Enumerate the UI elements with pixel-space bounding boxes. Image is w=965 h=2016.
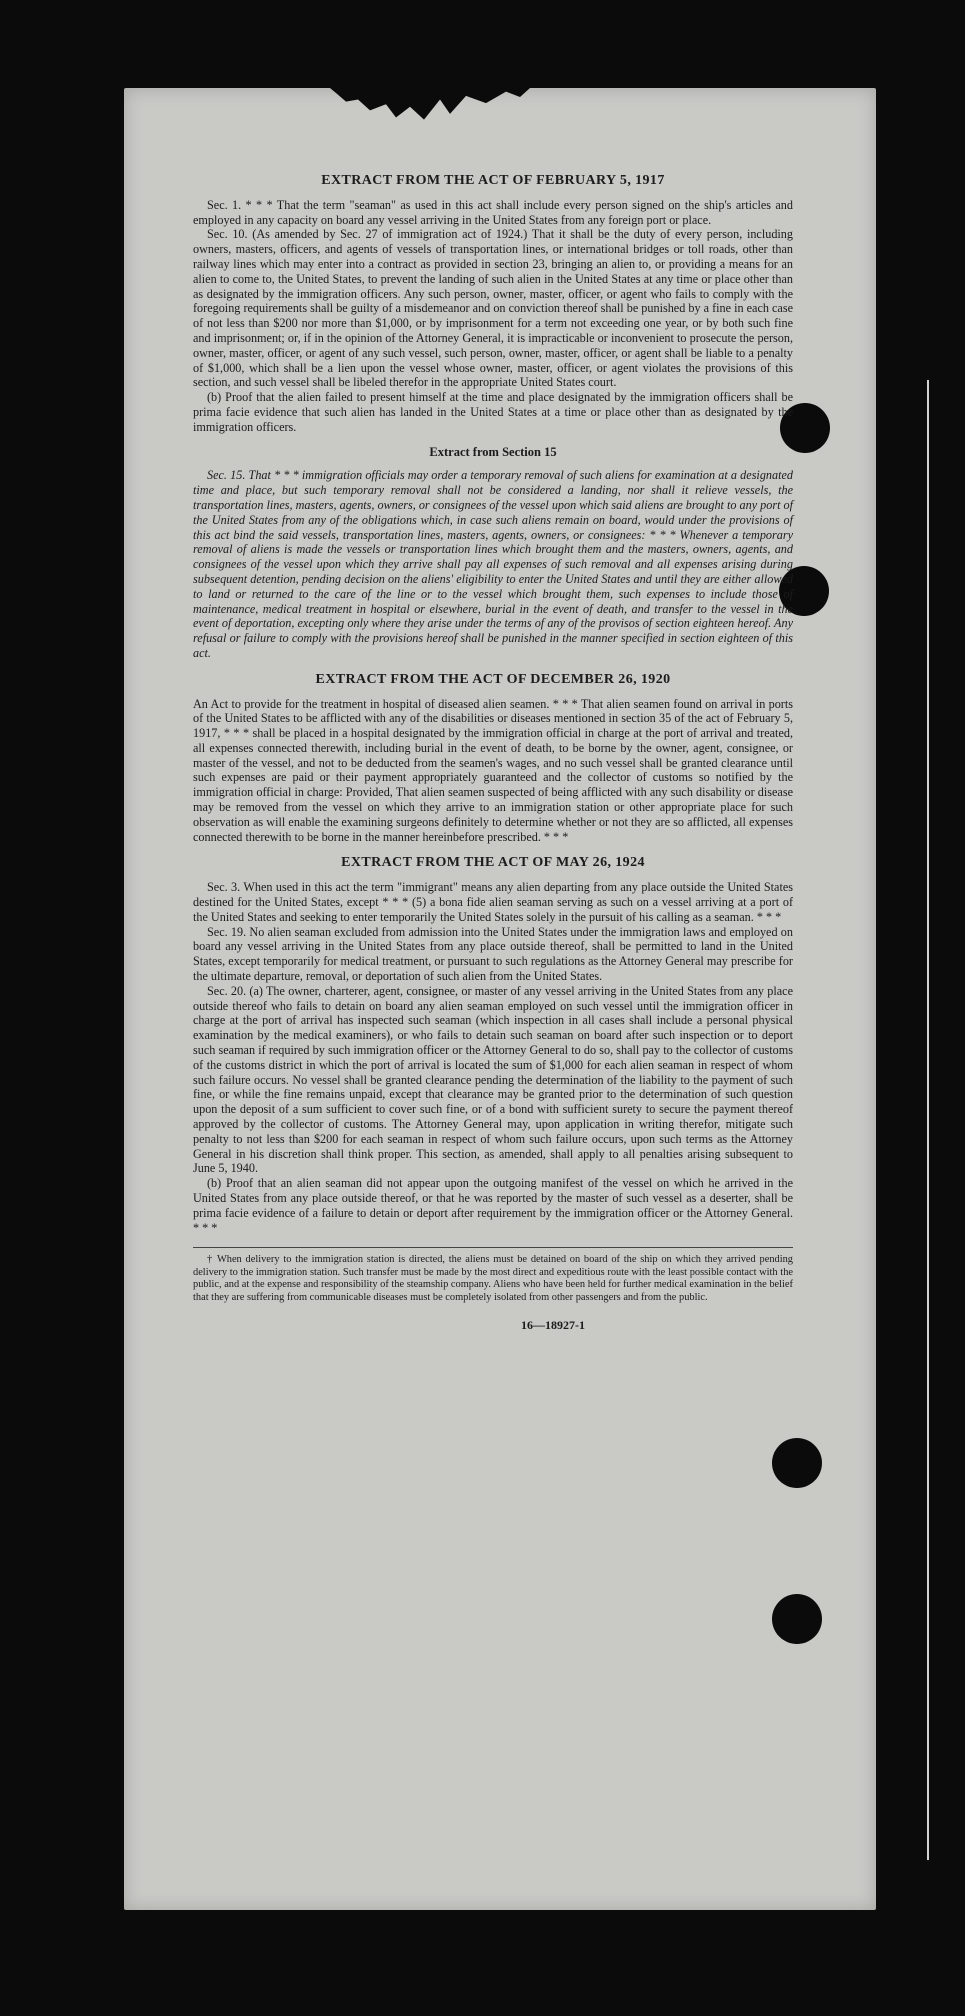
punch-hole [772, 1594, 822, 1644]
heading-act-1917: EXTRACT FROM THE ACT OF FEBRUARY 5, 1917 [321, 173, 665, 188]
paragraph-act-1920: An Act to provide for the treatment in hospital of diseased alien seamen. * * * That alien seamen found on arrival in ports of the United States to be afflicted with any of the disabilities or diseases mentioned in section 35 of the act of February 5, 1917, * * * shall be placed in a hospital designated by the immigration official in charge at the port of arrival and treated, all expenses connected therewith, including burial in the event of death, to be borne by the owner, agent, consignee, or master of the vessel, and not to be deducted from the seamen's wages, and no such vessel shall be granted clearance until such expenses are paid or their payment appropriately guaranteed and the collector of customs so notified by the immigration official in charge: Provided, That alien seamen suspected of being afflicted with any such disability or disease may be removed from the vessel on which they arrive to an immigration station or other appropriate place for such observation as will enable the examining surgeons definitely to determine whether or not they are so afflicted, all expenses connected therewith to be borne in the manner hereinbefore prescribed. * * * [193, 696, 793, 844]
paragraph-sec-19: Sec. 19. No alien seaman excluded from admission into the United States under the immigration laws and employed on board any vessel arriving in the United States from any place outside thereof, shall be permitted to land in the United States, except temporarily for medical treatment, or pursuant to such regulations as the Attorney General may prescribe for the ultimate departure, removal, or deportation of such alien from the United States. [193, 924, 793, 984]
heading-section-15: Extract from Section 15 [429, 444, 557, 459]
punch-hole [772, 1438, 822, 1488]
paragraph-sec-3: Sec. 3. When used in this act the term "immigrant" means any alien departing from any place outside the United States destined for the United States, except * * * (5) a bona fide alien seaman serving as such on a vessel arriving at a port of the United States and seeking to enter temporarily the United States solely in the pursuit of his calling as a seaman. * * * [193, 880, 793, 924]
form-code: 16—18927-1 [521, 1318, 585, 1333]
paragraph-sec-10b: (b) Proof that the alien failed to present himself at the time and place designated by the immigration officers shall be prima facie evidence that such alien has landed in the United States at a time or place other than as designated by the immigration officers. [193, 390, 793, 434]
heading-act-1920: EXTRACT FROM THE ACT OF DECEMBER 26, 1920 [315, 671, 671, 687]
heading-act-1924: EXTRACT FROM THE ACT OF MAY 26, 1924 [341, 855, 645, 871]
footnote-divider [193, 1247, 793, 1248]
paragraph-sec-1: Sec. 1. * * * That the term "seaman" as used in this act shall include every person signed on the ship's articles and employed in any capacity on board any vessel arriving in the United States from any foreign port or place. [193, 197, 793, 227]
paragraph-sec-15: Sec. 15. That * * * immigration officials may order a temporary removal of such aliens for examination at a designated time and place, but such temporary removal shall not be considered a landing, nor shall it relieve vessels, the transportation lines, masters, agents, owners, or consignees of the vessel upon which said aliens are brought to any port of the United States from any of the obligations which, in case such aliens remain on board, would under the provisions of this act bind the said vessels, transportation lines, masters, agents, owners, or consignees: * * * Whenever a temporary removal of aliens is made the vessels or transportation lines which brought them and the masters, owners, agents, and consignees of the vessel upon which they arrive shall pay all expenses of such removal and all expenses arising during subsequent detention, pending decision on the aliens' eligibility to enter the United States and until they are either allowed to land or returned to the care of the line or to the vessel which brought them, such expenses to include those of maintenance, medical treatment in hospital or elsewhere, burial in the event of death, and transfer to the vessel in the event of deportation, excepting only where they arise under the terms of any of the provisos of section eighteen hereof. Any refusal or failure to comply with the provisions hereof shall be punished in the manner specified in section eighteen of this act. [193, 468, 793, 660]
paragraph-sec-20: Sec. 20. (a) The owner, charterer, agent, consignee, or master of any vessel arriving in the United States from any place outside thereof who fails to detain on board any alien seaman employed on such vessel until the immigration officer in charge at the port of arrival has inspected such seaman (which inspection in all cases shall include a personal physical examination by the medical examiners), or who fails to detain such seaman on board after such inspection or to deport such seaman if required by such immigration officer or the Attorney General to do so, shall pay to the collector of customs of the customs district in which the port of arrival is located the sum of $1,000 for each alien seaman in respect of whom such failure occurs. No vessel shall be granted clearance pending the determination of the liability to the payment of such fine, or while the fine remains unpaid, except that clearance may be granted prior to the determination of such question upon the deposit of a sum sufficient to cover such fine, or of a bond with sufficient surety to secure the payment thereof approved by the collector of customs. The Attorney General may, upon application in writing therefor, mitigate such penalty to not less than $200 for each seaman in respect of whom such failure occurs, upon such terms as the Attorney General in his discretion shall think proper. This section, as amended, shall apply to all penalties arising subsequent to June 5, 1940. [193, 983, 793, 1176]
margin-line [927, 380, 929, 1860]
footnote: † When delivery to the immigration station is directed, the aliens must be detained on board of the ship on which they arrived pending delivery to the immigration station. Such transfer must be made by the most direct and expeditious route with the least possible contact with the public, and at the expense and responsibility of the steamship company. Aliens who have been held for further medical examination in the belief that they are suffering from communicable diseases must be completely isolated from other passengers and from the public. [193, 1254, 793, 1303]
paragraph-sec-10: Sec. 10. (As amended by Sec. 27 of immigration act of 1924.) That it shall be the duty of every person, including owners, masters, officers, and agents of vessels of transportation lines, or international bridges or toll roads, other than railway lines which may enter into a contract as provided in section 23, bringing an alien to, or providing a means for an alien to come to, the United States, to prevent the landing of such alien in the United States at any time or place other than as designated by the immigration officers. Any such person, owner, master, officer, or agent who fails to comply with the foregoing requirements shall be guilty of a misdemeanor and on conviction thereof shall be punished by a fine in each case of not less than $200 nor more than $1,000, or by imprisonment for a term not exceeding one year, or by both such fine and imprisonment; or, if in the opinion of the Attorney General, it is impracticable or inconvenient to prosecute the person, owner, master, officer, or agent of any such vessel, such person, owner, master, officer, or agent shall be liable to a penalty of $1,000, which shall be a lien upon the vessel whose owner, master, officer, or agent violates the provisions of this section, and such vessel shall be libeled therefor in the appropriate United States court. [193, 227, 793, 390]
paragraph-sec-20b: (b) Proof that an alien seaman did not appear upon the outgoing manifest of the vessel on which he arrived in the United States from any place outside thereof, or that he was reported by the master of such vessel as a deserter, shall be prima facie evidence of a failure to detain or deport after requirement by the immigration officer or the Attorney General. * * * [193, 1176, 793, 1235]
document-body [193, 174, 793, 1333]
